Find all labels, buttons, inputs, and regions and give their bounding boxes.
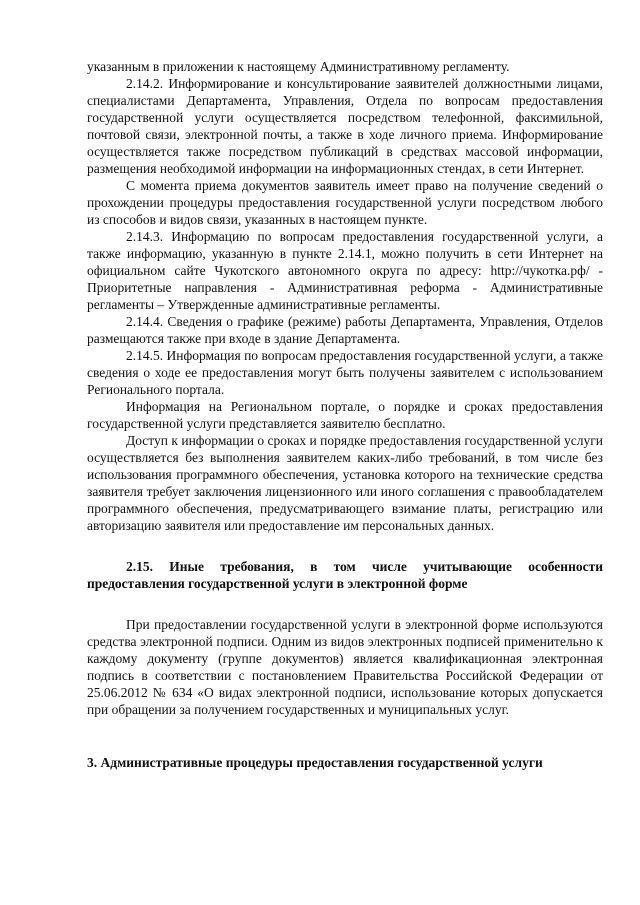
paragraph-2-14-4: 2.14.4. Сведения о графике (режиме) работы Департамента, Управления, Отделов размещаются также при входе в здание Департамента. [87, 314, 603, 346]
section-heading-3: 3. Административные процедуры предоставления государственной услуги [87, 755, 543, 770]
paragraph-2-14-5: 2.14.5. Информация по вопросам предоставления государственной услуги, а также сведения о ходе ее предоставления могут быть получены заявителем с использованием Регионального портала. [87, 348, 603, 397]
paragraph-2-14-2: 2.14.2. Информирование и консультирование заявителей должностными лицами, специалистами Департамента, Управления, Отдела по вопросам предоставления государственной услуги осуществляется посредством телефонной, факсимильной, почтовой связи, электронной почты, а также в ходе личного приема. Информирование осуществляется также посредством публикаций в средствах массовой информации, размещения необходимой информации на информационных стендах, в сети Интернет. [87, 76, 603, 176]
document-page [87, 58, 603, 771]
paragraph-continuation: указанным в приложении к настоящему Административному регламенту. [87, 59, 510, 74]
paragraph-2-14-3: 2.14.3. Информацию по вопросам предоставления государственной услуги, а также информацию, указанную в пункте 2.14.1, можно получить в сети Интернет на официальном сайте Чукотского автономного округа по адресу: http://чукотка.рф/ - Приоритетные направления - Административная реформа - Административные регламенты – Утвержденные административные регламенты. [87, 229, 603, 312]
spacer [87, 718, 603, 754]
paragraph-regional-portal: Информация на Региональном портале, о порядке и сроках предоставления государственной услуги представляется заявителю бесплатно. [87, 399, 603, 431]
spacer [87, 592, 603, 616]
paragraph-document-receipt: С момента приема документов заявитель имеет право на получение сведений о прохождении процедуры предоставления государственной услуги посредством любого из способов и видов связи, указанных в настоящем пункте. [87, 178, 603, 227]
paragraph-electronic-signature: При предоставлении государственной услуги в электронной форме используются средства электронной подписи. Одним из видов электронных подписей применительно к каждому документу (группе документов) является квалификационная электронная подпись в соответствии с постановлением Правительства Российской Федерации от 25.06.2012 № 634 «О видах электронной подписи, использование которых допускается при обращении за получением государственных и муниципальных услуг. [87, 617, 603, 717]
spacer [87, 534, 603, 558]
paragraph-access: Доступ к информации о сроках и порядке предоставления государственной услуги осуществляется без выполнения заявителем каких-либо требований, в том числе без использования программного обеспечения, установка которого на технические средства заявителя требует заключения лицензионного или иного соглашения с правообладателем программного обеспечения, предусматривающего взимание платы, регистрацию или авторизацию заявителя или предоставление им персональных данных. [87, 433, 603, 533]
section-heading-2-15: 2.15. Иные требования, в том числе учитывающие особенности предоставления государственной услуги в электронной форме [87, 559, 603, 591]
